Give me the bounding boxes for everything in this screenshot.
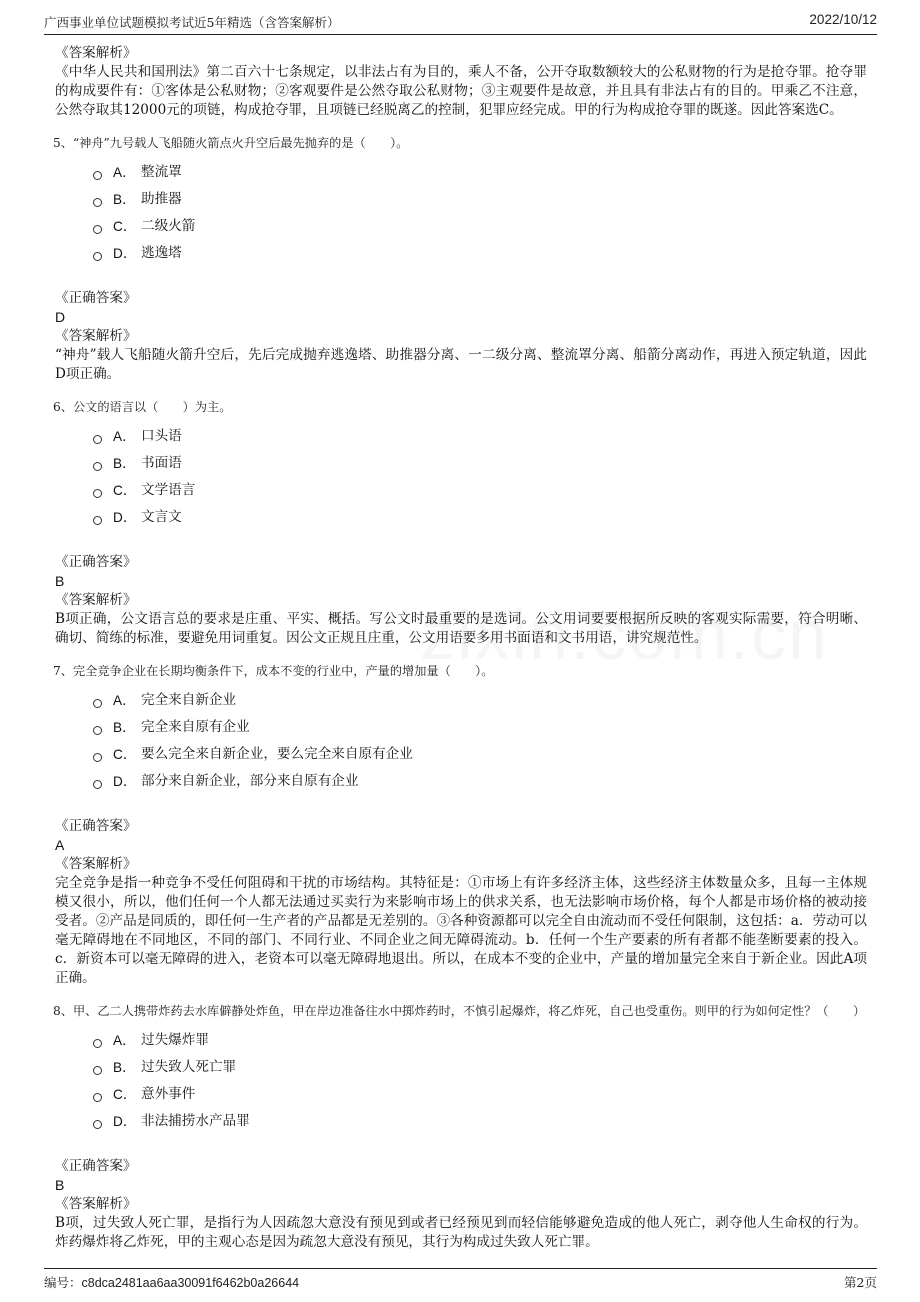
analysis-text: “神舟”载人飞船随火箭升空后，先后完成抛弃逃逸塔、助推器分离、一二级分离、整流罩分离、船箭分离动作，再进入预定轨道，因此D项正确。 <box>55 347 867 382</box>
document-code-value: c8dca2481aa6aa30091f6462b0a26644 <box>81 1276 300 1290</box>
option-list <box>93 159 867 267</box>
option-letter: C． <box>113 747 137 762</box>
option-text: 非法捕捞水产品罪 <box>141 1113 250 1129</box>
radio-circle-icon[interactable] <box>93 699 102 708</box>
option-letter: B． <box>113 720 136 735</box>
radio-circle-icon[interactable] <box>93 1039 102 1048</box>
radio-circle-icon[interactable] <box>93 1120 102 1129</box>
radio-circle-icon[interactable] <box>93 726 102 735</box>
option-text: 部分来自新企业，部分来自原有企业 <box>141 773 359 789</box>
option-text: 助推器 <box>141 191 182 207</box>
document-body <box>55 44 867 1252</box>
option-item[interactable] <box>93 714 867 741</box>
radio-circle-icon[interactable] <box>93 1066 102 1075</box>
option-letter: B． <box>113 1060 136 1075</box>
analysis-text: 《中华人民共和国刑法》第二百六十七条规定，以非法占有为目的，乘人不备，公开夺取数额较大的公私财物的行为是抢夺罪。抢夺罪的构成要件有：①客体是公私财物；②客观要件是公然夺取公私财物；③主观要件是故意，并且具有非法占有的目的。甲乘乙不注意，公然夺取其12000元的项链，构成抢夺罪，且项链已经脱离乙的控制，犯罪应经完成。甲的行为构成抢夺罪的既遂。因此答案选C。 <box>55 64 867 118</box>
option-text: 书面语 <box>141 455 182 471</box>
option-letter: D． <box>113 510 137 525</box>
option-letter: A． <box>113 693 136 708</box>
option-text: 逃逸塔 <box>141 245 182 261</box>
radio-circle-icon[interactable] <box>93 780 102 789</box>
option-item[interactable] <box>93 768 867 795</box>
option-text: 口头语 <box>141 428 182 444</box>
option-letter: D． <box>113 246 137 261</box>
analysis-label: 《答案解析》 <box>55 592 137 608</box>
option-list <box>93 1027 867 1135</box>
analysis-label: 《答案解析》 <box>55 45 137 61</box>
option-text: 文言文 <box>141 509 182 525</box>
page-number: 第2页 <box>844 1275 877 1290</box>
radio-circle-icon[interactable] <box>93 252 102 261</box>
option-letter: A． <box>113 165 136 180</box>
option-item[interactable] <box>93 1027 867 1054</box>
option-item[interactable] <box>93 687 867 714</box>
analysis-text: B项，过失致人死亡罪，是指行为人因疏忽大意没有预见到或者已经预见到而轻信能够避免造成的他人死亡，剥夺他人生命权的行为。炸药爆炸将乙炸死，甲的主观心态是因为疏忽大意没有预见，其行为构成过失致人死亡罪。 <box>55 1215 867 1250</box>
question-stem: 8、甲、乙二人携带炸药去水库僻静处炸鱼，甲在岸边准备往水中掷炸药时，不慎引起爆炸，将乙炸死，自己也受重伤。则甲的行为如何定性？（ ） <box>53 1004 866 1018</box>
analysis-label: 《答案解析》 <box>55 1196 137 1212</box>
option-item[interactable] <box>93 240 867 267</box>
option-text: 意外事件 <box>141 1086 196 1102</box>
correct-answer-label: 《正确答案》 <box>55 1158 137 1174</box>
correct-answer-label: 《正确答案》 <box>55 554 137 570</box>
option-letter: C． <box>113 483 137 498</box>
page-footer <box>44 1268 877 1295</box>
radio-circle-icon[interactable] <box>93 171 102 180</box>
document-code-label: 编号： <box>44 1275 82 1290</box>
option-text: 二级火箭 <box>141 218 196 234</box>
radio-circle-icon[interactable] <box>93 489 102 498</box>
document-date: 2022/10/12 <box>809 12 877 27</box>
option-letter: A． <box>113 1033 136 1048</box>
analysis-text: 完全竞争是指一种竞争不受任何阻碍和干扰的市场结构。其特征是：①市场上有许多经济主体，这些经济主体数量众多，且每一主体规模又很小，所以，他们任何一个人都无法通过买卖行为来影响市场上的供求关系，也无法影响市场价格，每个人都是市场价格的被动接受者。②产品是同质的，即任何一生产者的产品都是无差别的。③各种资源都可以完全自由流动而不受任何限制，这包括：a．劳动可以毫无障碍地在不同地区，不同的部门、不同行业、不同企业之间无障碍流动。b．任何一个生产要素的所有者都不能垄断要素的投入。c．新资本可以毫无障碍的进入，老资本可以毫无障碍地退出。所以，在成本不变的企业中，产量的增加量完全来自于新企业。因此A项正确。 <box>55 875 867 986</box>
option-text: 完全来自新企业 <box>141 692 237 708</box>
radio-circle-icon[interactable] <box>93 1093 102 1102</box>
radio-circle-icon[interactable] <box>93 462 102 471</box>
correct-answer-label: 《正确答案》 <box>55 290 137 306</box>
question-block <box>55 662 867 988</box>
page-header <box>44 10 877 35</box>
option-text: 过失爆炸罪 <box>141 1032 209 1048</box>
option-text: 整流罩 <box>141 164 182 180</box>
option-item[interactable] <box>93 1081 867 1108</box>
option-letter: C． <box>113 219 137 234</box>
document-title: 广西事业单位试题模拟考试近5年精选（含答案解析） <box>44 15 340 30</box>
correct-answer-value: D <box>55 309 66 325</box>
option-letter: A． <box>113 429 136 444</box>
radio-circle-icon[interactable] <box>93 198 102 207</box>
question-stem: 7、完全竞争企业在长期均衡条件下，成本不变的行业中，产量的增加量（ ）。 <box>53 664 494 678</box>
question-block <box>55 398 867 648</box>
option-letter: D． <box>113 774 137 789</box>
option-item[interactable] <box>93 1108 867 1135</box>
radio-circle-icon[interactable] <box>93 435 102 444</box>
option-list <box>93 687 867 795</box>
radio-circle-icon[interactable] <box>93 516 102 525</box>
analysis-text: B项正确，公文语言总的要求是庄重、平实、概括。写公文时最重要的是选词。公文用词要要根据所反映的客观实际需要，符合明晰、确切、简练的标准，要避免用词重复。因公文正规且庄重，公文用语要多用书面语和文书用语，讲究规范性。 <box>55 611 867 646</box>
option-item[interactable] <box>93 423 867 450</box>
analysis-label: 《答案解析》 <box>55 328 137 344</box>
option-item[interactable] <box>93 186 867 213</box>
option-text: 过失致人死亡罪 <box>141 1059 237 1075</box>
option-item[interactable] <box>93 159 867 186</box>
option-item[interactable] <box>93 504 867 531</box>
option-letter: D． <box>113 1114 137 1129</box>
option-text: 完全来自原有企业 <box>141 719 250 735</box>
option-text: 要么完全来自新企业，要么完全来自原有企业 <box>141 746 413 762</box>
correct-answer-value: A <box>55 837 65 853</box>
option-text: 文学语言 <box>141 482 196 498</box>
question-stem: 6、公文的语言以（ ）为主。 <box>53 400 232 414</box>
radio-circle-icon[interactable] <box>93 225 102 234</box>
correct-answer-label: 《正确答案》 <box>55 818 137 834</box>
option-item[interactable] <box>93 450 867 477</box>
correct-answer-value: B <box>55 573 65 589</box>
question-block <box>55 1002 867 1252</box>
radio-circle-icon[interactable] <box>93 753 102 762</box>
option-letter: C． <box>113 1087 137 1102</box>
question-block <box>55 134 867 384</box>
option-letter: B． <box>113 456 136 471</box>
correct-answer-value: B <box>55 1177 65 1193</box>
analysis-label: 《答案解析》 <box>55 856 137 872</box>
question-list <box>55 134 867 1252</box>
option-item[interactable] <box>93 477 867 504</box>
option-item[interactable] <box>93 1054 867 1081</box>
option-item[interactable] <box>93 741 867 768</box>
option-letter: B． <box>113 192 136 207</box>
document-code <box>44 1273 299 1291</box>
option-list <box>93 423 867 531</box>
question-stem: 5、“神舟”九号载人飞船随火箭点火升空后最先抛弃的是（ ）。 <box>53 136 409 150</box>
option-item[interactable] <box>93 213 867 240</box>
